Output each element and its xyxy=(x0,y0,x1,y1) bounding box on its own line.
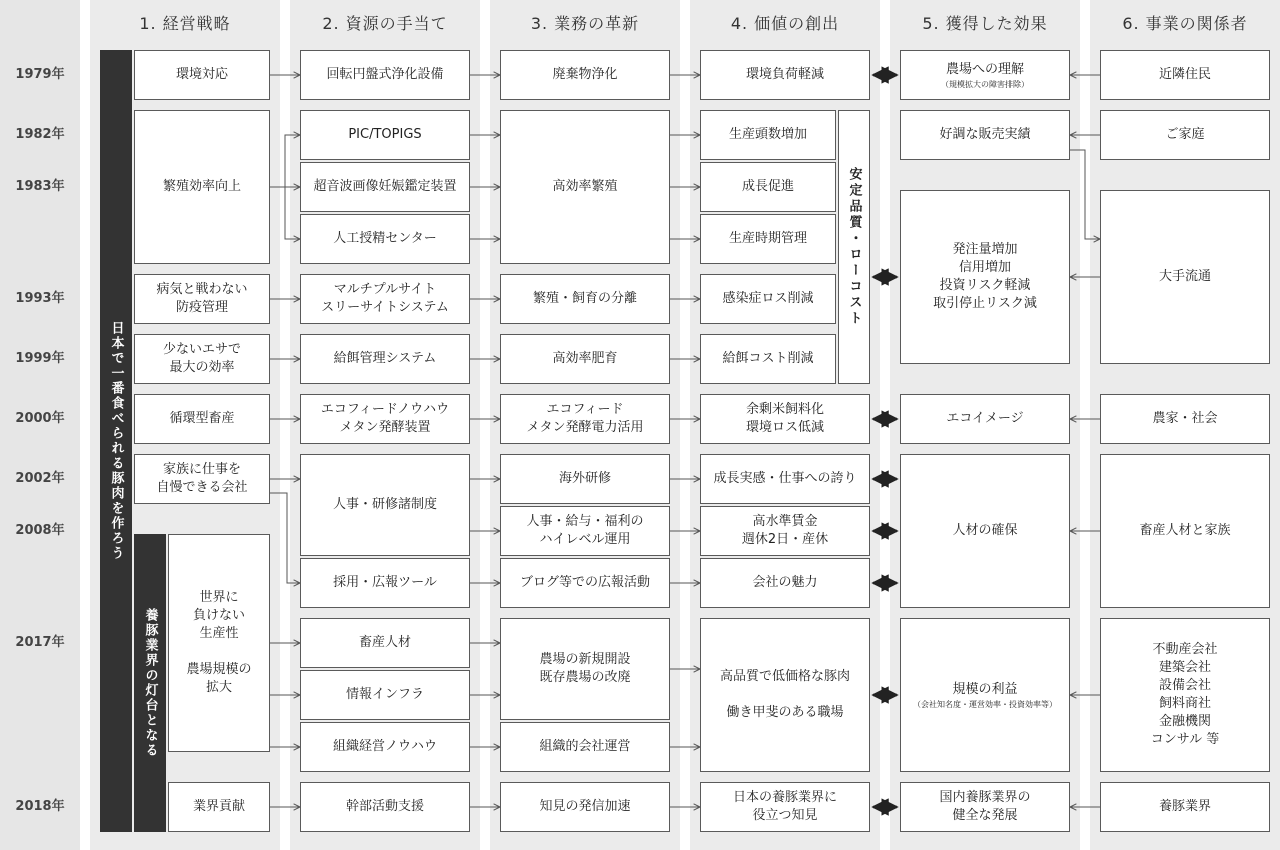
operation-box: 高効率肥育 xyxy=(500,334,670,384)
arrow xyxy=(270,135,300,187)
operation-box: 知見の発信加速 xyxy=(500,782,670,832)
value-box: 会社の魅力 xyxy=(700,558,870,608)
effect-main: 農場への理解 xyxy=(945,61,1024,77)
column-header-resources: 2. 資源の手当て xyxy=(322,14,448,33)
operation-box: 農場の新規開設 既存農場の改廃 xyxy=(500,618,670,720)
effect-box xyxy=(900,50,1070,100)
year-label: 2017年 xyxy=(15,635,65,650)
value-box: 日本の養豚業界に 役立つ知見 xyxy=(700,782,870,832)
effect-box: 人材の確保 xyxy=(900,454,1070,608)
value-box: 生産時期管理 xyxy=(700,214,836,264)
effect-box: 国内養豚業界の 健全な発展 xyxy=(900,782,1070,832)
strategy-box: 循環型畜産 xyxy=(134,394,270,444)
value-box: 給餌コスト削減 xyxy=(700,334,836,384)
strategy-box: 家族に仕事を 自慢できる会社 xyxy=(134,454,270,504)
strategy-box: 少ないエサで 最大の効率 xyxy=(134,334,270,384)
resource-box: 人事・研修諸制度 xyxy=(300,454,470,556)
lighthouse-bar: 養豚業界の灯台となる xyxy=(134,534,166,832)
value-box: 感染症ロス削減 xyxy=(700,274,836,324)
year-label: 1999年 xyxy=(15,351,65,366)
resource-box: 給餌管理システム xyxy=(300,334,470,384)
effect-note: （会社知名度・運営効率・投資効率等） xyxy=(913,699,1057,709)
strategy-box: 環境対応 xyxy=(134,50,270,100)
resource-box: エコフィードノウハウ メタン発酵装置 xyxy=(300,394,470,444)
effect-box xyxy=(900,618,1070,772)
stakeholder-box: 養豚業界 xyxy=(1100,782,1270,832)
stakeholder-box: 大手流通 xyxy=(1100,190,1270,364)
effect-box: エコイメージ xyxy=(900,394,1070,444)
value-box: 生産頭数増加 xyxy=(700,110,836,160)
year-label: 2018年 xyxy=(15,799,65,814)
arrow xyxy=(270,493,300,583)
year-label: 2000年 xyxy=(15,411,65,426)
operation-box: 海外研修 xyxy=(500,454,670,504)
column-header-strategy: 1. 経営戦略 xyxy=(139,14,231,33)
resource-box: 超音波画像妊娠鑑定装置 xyxy=(300,162,470,212)
resource-box: 幹部活動支援 xyxy=(300,782,470,832)
arrow xyxy=(1070,150,1100,239)
operation-box: エコフィード メタン発酵電力活用 xyxy=(500,394,670,444)
resource-box: 人工授精センター xyxy=(300,214,470,264)
resource-box: 回転円盤式浄化設備 xyxy=(300,50,470,100)
value-box: 高水準賃金 週休2日・産休 xyxy=(700,506,870,556)
operation-box: ブログ等での広報活動 xyxy=(500,558,670,608)
effect-note: （規模拡大の障害排除） xyxy=(941,79,1029,89)
operation-box: 繁殖・飼育の分離 xyxy=(500,274,670,324)
year-label: 2008年 xyxy=(15,523,65,538)
strategy-box: 業界貢献 xyxy=(168,782,270,832)
resource-box: 畜産人材 xyxy=(300,618,470,668)
year-label: 1982年 xyxy=(15,127,65,142)
arrow xyxy=(285,187,300,239)
mission-bar: 日本で一番食べられる豚肉を作ろう xyxy=(100,50,132,832)
operation-box: 人事・給与・福利の ハイレベル運用 xyxy=(500,506,670,556)
stakeholder-box: 畜産人材と家族 xyxy=(1100,454,1270,608)
column-header-stakeholders: 6. 事業の関係者 xyxy=(1122,14,1248,33)
stakeholder-box: 不動産会社 建築会社 設備会社 飼料商社 金融機関 コンサル 等 xyxy=(1100,618,1270,772)
year-label: 1979年 xyxy=(15,67,65,82)
strategy-box: 世界に 負けない 生産性 農場規模の 拡大 xyxy=(168,534,270,752)
resource-box: 組織経営ノウハウ xyxy=(300,722,470,772)
stakeholder-box: 近隣住民 xyxy=(1100,50,1270,100)
effect-box: 発注量増加 信用増加 投資リスク軽減 取引停止リスク減 xyxy=(900,190,1070,364)
column-header-values: 4. 価値の創出 xyxy=(730,14,840,33)
value-box: 成長実感・仕事への誇り xyxy=(700,454,870,504)
value-box: 余剰米飼料化 環境ロス低減 xyxy=(700,394,870,444)
resource-box: 採用・広報ツール xyxy=(300,558,470,608)
effect-box: 好調な販売実績 xyxy=(900,110,1070,160)
strategy-box: 繁殖効率向上 xyxy=(134,110,270,264)
resource-box: マルチプルサイト スリーサイトシステム xyxy=(300,274,470,324)
column-header-operations: 3. 業務の革新 xyxy=(530,14,640,33)
quality-cost-box: 安定品質・ローコスト xyxy=(838,110,870,384)
resource-box: 情報インフラ xyxy=(300,670,470,720)
stakeholder-box: 農家・社会 xyxy=(1100,394,1270,444)
year-label: 2002年 xyxy=(15,471,65,486)
operation-box: 組織的会社運営 xyxy=(500,722,670,772)
effect-main: 規模の利益 xyxy=(952,681,1018,697)
column-header-effects: 5. 獲得した効果 xyxy=(922,14,1048,33)
operation-box: 高効率繁殖 xyxy=(500,110,670,264)
year-label: 1983年 xyxy=(15,179,65,194)
operation-box: 廃棄物浄化 xyxy=(500,50,670,100)
resource-box: PIC/TOPIGS xyxy=(300,110,470,160)
value-box: 環境負荷軽減 xyxy=(700,50,870,100)
stakeholder-box: ご家庭 xyxy=(1100,110,1270,160)
value-box: 成長促進 xyxy=(700,162,836,212)
year-label: 1993年 xyxy=(15,291,65,306)
value-box: 高品質で低価格な豚肉 働き甲斐のある職場 xyxy=(700,618,870,772)
strategy-box: 病気と戦わない 防疫管理 xyxy=(134,274,270,324)
